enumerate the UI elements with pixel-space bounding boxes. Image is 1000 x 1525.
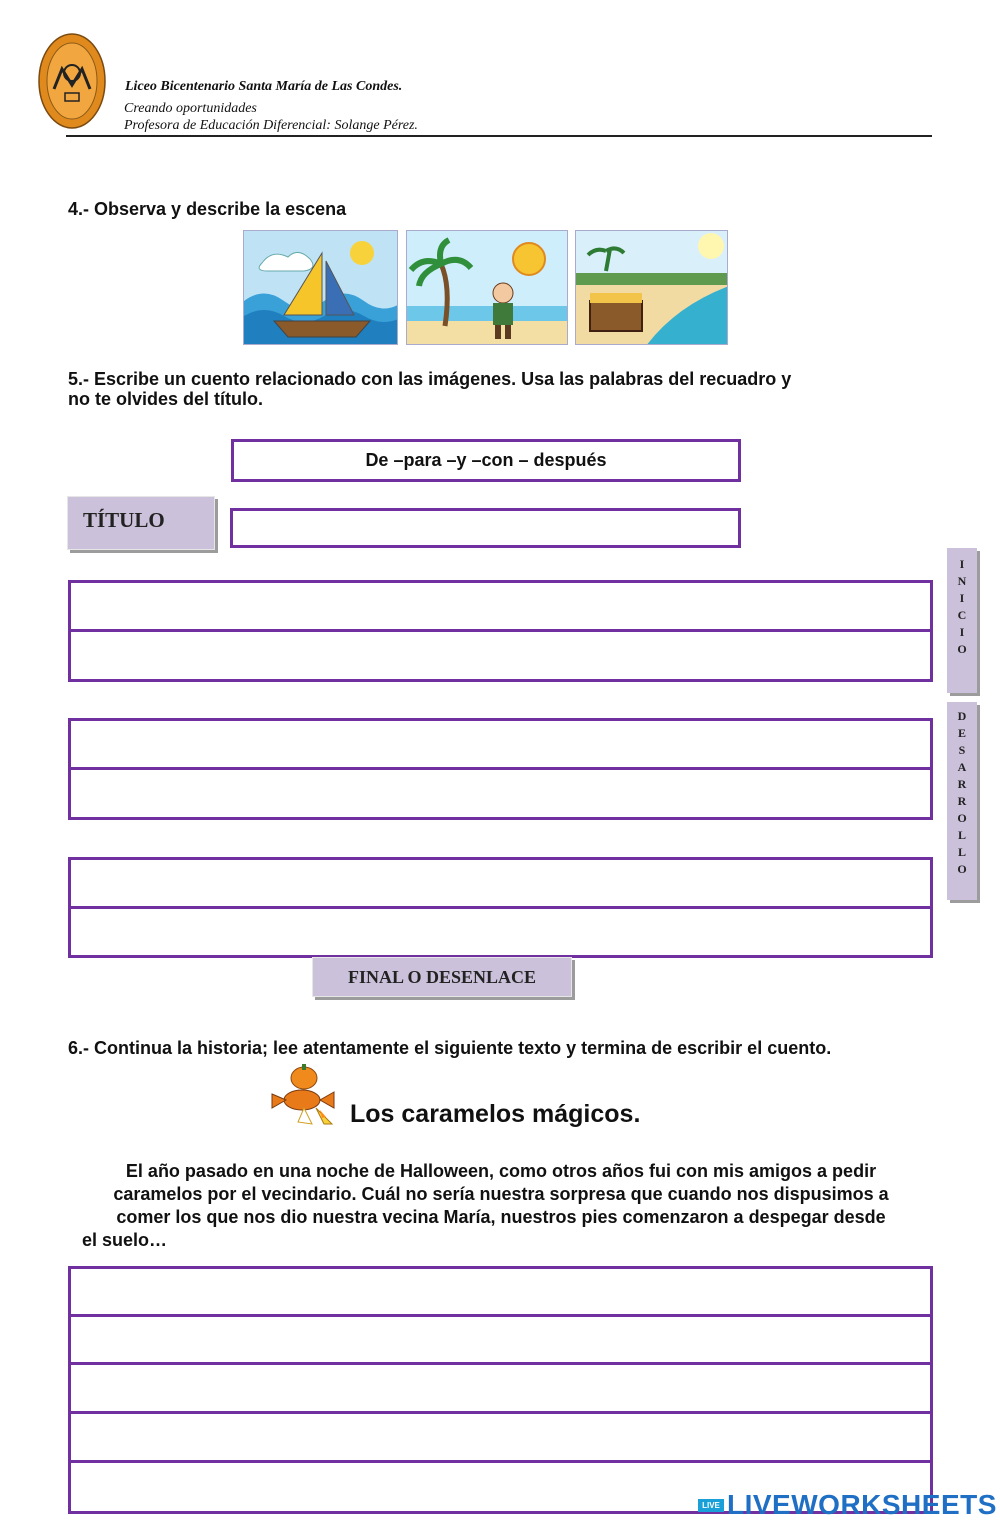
word-bank-text: De –para –y –con – después bbox=[365, 450, 607, 470]
school-name: Liceo Bicentenario Santa María de Las Condes. bbox=[125, 79, 403, 94]
story-line: comer los que nos dio nuestra vecina María, nuestros pies comenzaron a despegar desde bbox=[116, 1207, 886, 1227]
question-4: 4.- Observa y describe la escena bbox=[68, 199, 347, 219]
story-line: el suelo… bbox=[82, 1230, 168, 1250]
story-title: Los caramelos mágicos. bbox=[350, 1100, 641, 1128]
liveworksheets-watermark bbox=[698, 1490, 997, 1520]
scene-boat-image bbox=[243, 230, 398, 345]
liveworksheets-text: LIVEWORKSHEETS bbox=[727, 1489, 997, 1520]
continuation-writing-box[interactable] bbox=[68, 1266, 933, 1514]
final-divider bbox=[68, 906, 933, 909]
desarrollo-side-label: D E S A R R O L L O bbox=[947, 702, 977, 900]
school-crest-icon bbox=[38, 33, 106, 129]
word-bank-box bbox=[231, 439, 741, 482]
scene-treasure-image bbox=[575, 230, 728, 345]
continuation-divider bbox=[68, 1314, 933, 1317]
question-6: 6.- Continua la historia; lee atentamente el siguiente texto y termina de escribir el cuento. bbox=[68, 1038, 832, 1058]
desarrollo-divider bbox=[68, 767, 933, 770]
inicio-divider bbox=[68, 629, 933, 632]
story-line: caramelos por el vecindario. Cuál no sería nuestra sorpresa que cuando nos dispusimos a bbox=[113, 1184, 889, 1204]
title-label-text: TÍTULO bbox=[83, 508, 165, 532]
final-label-text: FINAL O DESENLACE bbox=[347, 966, 537, 987]
school-motto: Creando oportunidades bbox=[124, 101, 257, 116]
inicio-side-label: I N I C I O bbox=[947, 548, 977, 693]
school-logo bbox=[38, 33, 106, 129]
teacher-name: Profesora de Educación Diferencial: Solange Pérez. bbox=[124, 118, 418, 133]
final-label bbox=[312, 957, 572, 997]
title-label bbox=[67, 496, 215, 550]
scene-island-boy-image bbox=[406, 230, 568, 345]
header-divider bbox=[66, 135, 932, 137]
liveworksheets-badge-icon: LIVE bbox=[698, 1499, 724, 1512]
story-text bbox=[78, 1160, 924, 1252]
story-line: El año pasado en una noche de Halloween, como otros años fui con mis amigos a pedir bbox=[125, 1161, 877, 1181]
continuation-divider bbox=[68, 1411, 933, 1414]
candy-icon bbox=[268, 1062, 348, 1126]
question-5-line-2: no te olvides del título. bbox=[68, 389, 264, 409]
continuation-divider bbox=[68, 1362, 933, 1365]
title-input[interactable] bbox=[230, 508, 741, 548]
question-5-line-1: 5.- Escribe un cuento relacionado con las imágenes. Usa las palabras del recuadro y bbox=[68, 369, 792, 389]
continuation-divider bbox=[68, 1460, 933, 1463]
